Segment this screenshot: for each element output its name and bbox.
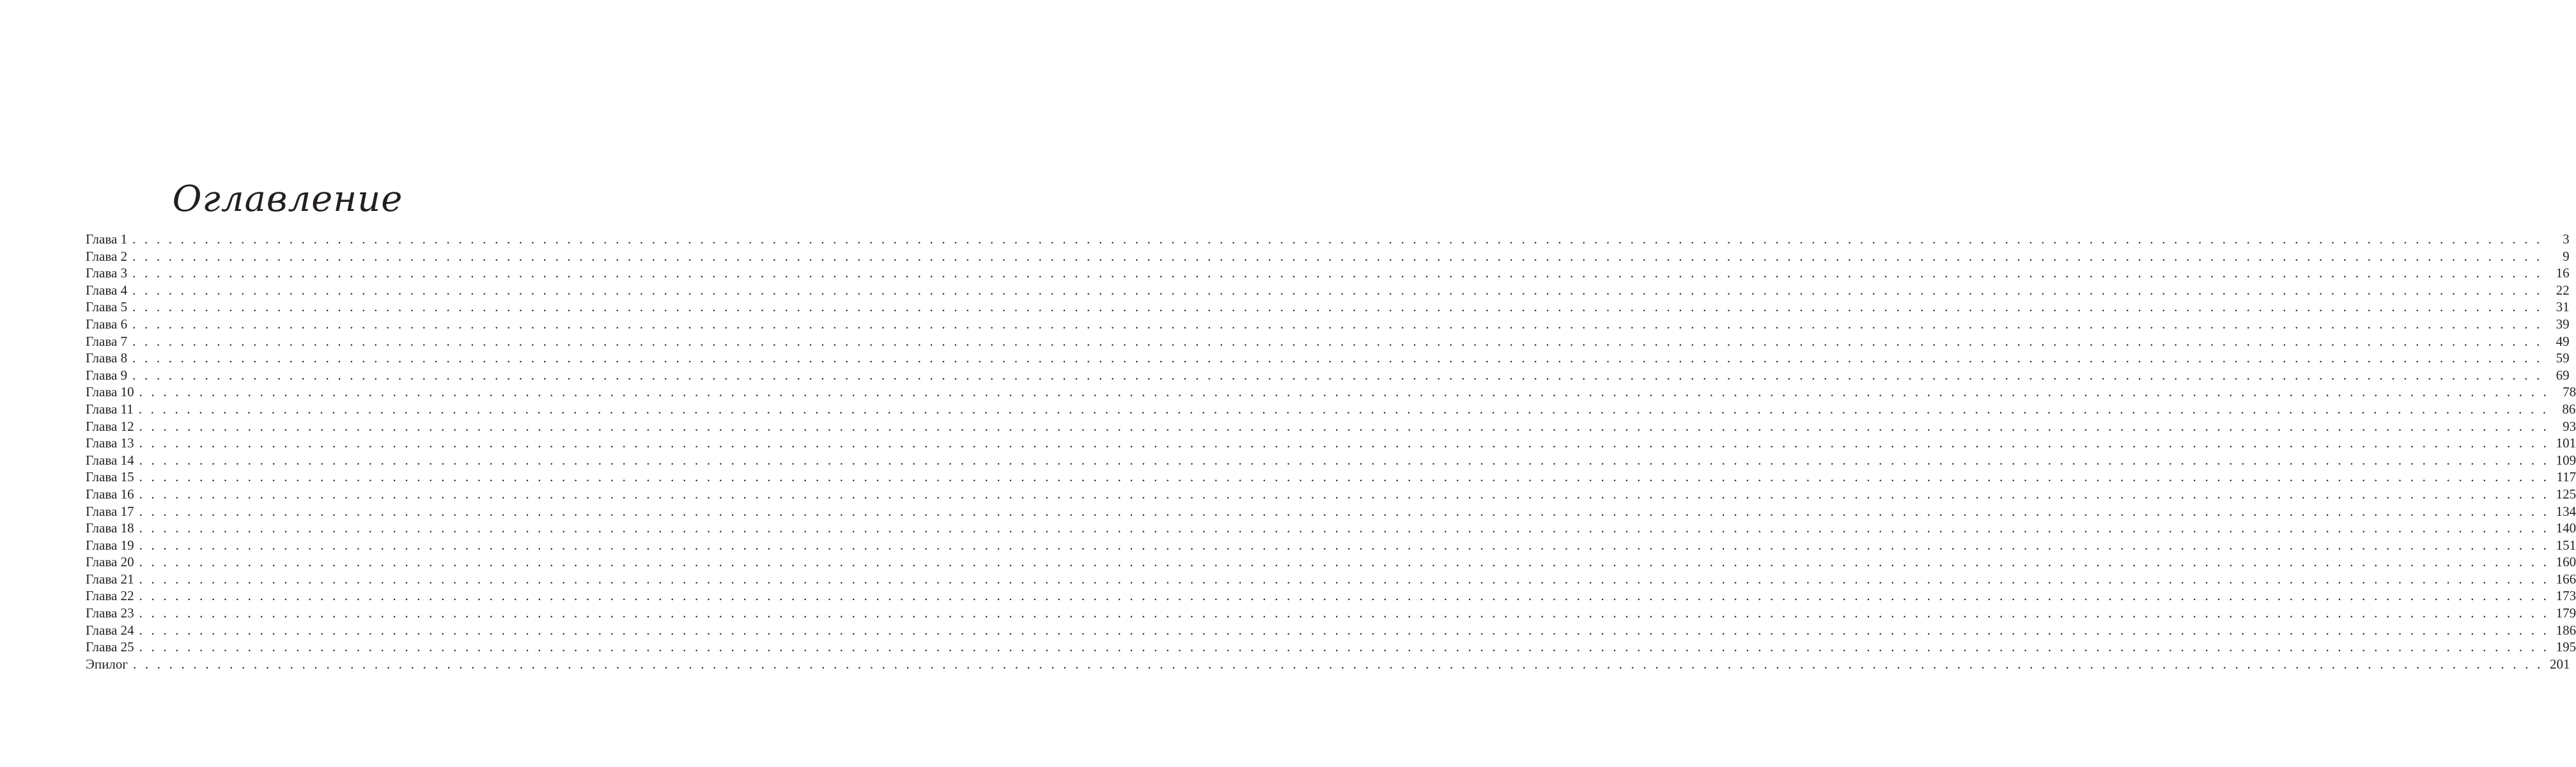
dot-leader: . . . . . . . . . . . . . . . . . . . . . . . . . . . . . . . . . . . . . . . . . . . . . . . . . . . . . . . . . . . . . . . . . . . . . . . . . . . . . . . . . . . . . . . . . . . . . . . . . . . . . . . . . . . . . . . . . . . . . . . . . . . . . . . . . . . . . . . . . . . . . . . . . . . . . . . . . . . . . . . . . . . . . . . . . . . . . . . . . . . . . . . . . . . . . . . . . . . . . . . .	[139, 639, 2550, 655]
toc-entry-label: Глава 4	[86, 282, 128, 298]
toc-entry-label: Глава 11	[86, 401, 134, 417]
toc-entry-label: Глава 19	[86, 537, 134, 553]
toc-entry-page-number: 195	[2556, 639, 2576, 655]
toc-entry	[86, 587, 2576, 605]
toc-entry	[86, 418, 2576, 435]
toc-entry	[86, 605, 2576, 622]
toc-entry	[86, 554, 2576, 571]
toc-entry	[86, 298, 2570, 316]
toc-entry-page-number: 39	[2556, 316, 2570, 332]
dot-leader: . . . . . . . . . . . . . . . . . . . . . . . . . . . . . . . . . . . . . . . . . . . . . . . . . . . . . . . . . . . . . . . . . . . . . . . . . . . . . . . . . . . . . . . . . . . . . . . . . . . . . . . . . . . . . . . . . . . . . . . . . . . . . . . . . . . . . . . . . . . . . . . . . . . . . . . . . . . . . . . . . . . . . . . . . . . . . . . . . . . . . . . . . . . . . . . . . . . . . . . .	[139, 520, 2550, 536]
toc-entry-label: Глава 2	[86, 248, 128, 264]
dot-leader: . . . . . . . . . . . . . . . . . . . . . . . . . . . . . . . . . . . . . . . . . . . . . . . . . . . . . . . . . . . . . . . . . . . . . . . . . . . . . . . . . . . . . . . . . . . . . . . . . . . . . . . . . . . . . . . . . . . . . . . . . . . . . . . . . . . . . . . . . . . . . . . . . . . . . . . . . . . . . . . . . . . . . . . . . . . . . . . . . . . . . . . . . . . . . . . . . . . . . . . .	[132, 367, 2543, 383]
toc-entry-page-number: 31	[2556, 299, 2570, 315]
toc-entry-page-number: 186	[2556, 622, 2576, 638]
dot-leader: . . . . . . . . . . . . . . . . . . . . . . . . . . . . . . . . . . . . . . . . . . . . . . . . . . . . . . . . . . . . . . . . . . . . . . . . . . . . . . . . . . . . . . . . . . . . . . . . . . . . . . . . . . . . . . . . . . . . . . . . . . . . . . . . . . . . . . . . . . . . . . . . . . . . . . . . . . . . . . . . . . . . . . . . . . . . . . . . . . . . . . . . . . . . . . . . . . . . . . . .	[132, 299, 2543, 315]
dot-leader: . . . . . . . . . . . . . . . . . . . . . . . . . . . . . . . . . . . . . . . . . . . . . . . . . . . . . . . . . . . . . . . . . . . . . . . . . . . . . . . . . . . . . . . . . . . . . . . . . . . . . . . . . . . . . . . . . . . . . . . . . . . . . . . . . . . . . . . . . . . . . . . . . . . . . . . . . . . . . . . . . . . . . . . . . . . . . . . . . . . . . . . . . . . . . . . . . . . . . . . .	[139, 622, 2550, 638]
dot-leader: . . . . . . . . . . . . . . . . . . . . . . . . . . . . . . . . . . . . . . . . . . . . . . . . . . . . . . . . . . . . . . . . . . . . . . . . . . . . . . . . . . . . . . . . . . . . . . . . . . . . . . . . . . . . . . . . . . . . . . . . . . . . . . . . . . . . . . . . . . . . . . . . . . . . . . . . . . . . . . . . . . . . . . . . . . . . . . . . . . . . . . . . . . . . . . . . . . . . . . . .	[132, 231, 2543, 247]
toc-entry-page-number: 16	[2556, 265, 2570, 281]
toc-entry-page-number: 69	[2556, 367, 2570, 383]
toc-entry-label: Глава 13	[86, 435, 134, 451]
toc-entry-page-number: 140	[2556, 520, 2576, 536]
toc-entry-page-number: 101	[2556, 435, 2576, 451]
dot-leader: . . . . . . . . . . . . . . . . . . . . . . . . . . . . . . . . . . . . . . . . . . . . . . . . . . . . . . . . . . . . . . . . . . . . . . . . . . . . . . . . . . . . . . . . . . . . . . . . . . . . . . . . . . . . . . . . . . . . . . . . . . . . . . . . . . . . . . . . . . . . . . . . . . . . . . . . . . . . . . . . . . . . . . . . . . . . . . . . . . . . . . . . . . . . . . . . . . . . . . . .	[139, 503, 2550, 519]
dot-leader: . . . . . . . . . . . . . . . . . . . . . . . . . . . . . . . . . . . . . . . . . . . . . . . . . . . . . . . . . . . . . . . . . . . . . . . . . . . . . . . . . . . . . . . . . . . . . . . . . . . . . . . . . . . . . . . . . . . . . . . . . . . . . . . . . . . . . . . . . . . . . . . . . . . . . . . . . . . . . . . . . . . . . . . . . . . . . . . . . . . . . . . . . . . . . . . . . . . . . . . .	[132, 248, 2543, 264]
toc-entry-label: Глава 20	[86, 554, 134, 570]
dot-leader: . . . . . . . . . . . . . . . . . . . . . . . . . . . . . . . . . . . . . . . . . . . . . . . . . . . . . . . . . . . . . . . . . . . . . . . . . . . . . . . . . . . . . . . . . . . . . . . . . . . . . . . . . . . . . . . . . . . . . . . . . . . . . . . . . . . . . . . . . . . . . . . . . . . . . . . . . . . . . . . . . . . . . . . . . . . . . . . . . . . . . . . . . . . . . . . . . . . . . . . .	[139, 452, 2550, 468]
toc-entry	[86, 520, 2576, 537]
toc-entry	[86, 571, 2576, 588]
toc-entry-label: Глава 25	[86, 639, 134, 655]
dot-leader: . . . . . . . . . . . . . . . . . . . . . . . . . . . . . . . . . . . . . . . . . . . . . . . . . . . . . . . . . . . . . . . . . . . . . . . . . . . . . . . . . . . . . . . . . . . . . . . . . . . . . . . . . . . . . . . . . . . . . . . . . . . . . . . . . . . . . . . . . . . . . . . . . . . . . . . . . . . . . . . . . . . . . . . . . . . . . . . . . . . . . . . . . . . . . . . . . . . . . . . .	[132, 350, 2543, 366]
toc-entry-page-number: 109	[2556, 452, 2576, 468]
toc-entry	[86, 435, 2576, 452]
toc-entry-label: Глава 22	[86, 588, 134, 604]
toc-entry-page-number: 179	[2556, 605, 2576, 621]
toc-entry	[86, 265, 2570, 282]
toc-entry-label: Глава 14	[86, 452, 134, 468]
toc-entry	[86, 367, 2570, 384]
dot-leader: . . . . . . . . . . . . . . . . . . . . . . . . . . . . . . . . . . . . . . . . . . . . . . . . . . . . . . . . . . . . . . . . . . . . . . . . . . . . . . . . . . . . . . . . . . . . . . . . . . . . . . . . . . . . . . . . . . . . . . . . . . . . . . . . . . . . . . . . . . . . . . . . . . . . . . . . . . . . . . . . . . . . . . . . . . . . . . . . . . . . . . . . . . . . . . . . . . . . . . . .	[132, 265, 2543, 281]
toc-entry-page-number: 134	[2556, 503, 2576, 519]
toc-entry	[86, 537, 2576, 554]
toc-entry	[86, 231, 2570, 248]
toc-entry-label: Глава 10	[86, 384, 134, 400]
toc-entry-label: Глава 18	[86, 520, 134, 536]
toc-entry-page-number: 93	[2563, 418, 2576, 434]
toc-entry-page-number: 160	[2556, 554, 2576, 570]
toc-entry	[86, 384, 2576, 401]
toc-entry	[86, 639, 2576, 656]
toc-entry-label: Глава 1	[86, 231, 128, 247]
page-title: Оглавление	[172, 178, 403, 220]
dot-leader: . . . . . . . . . . . . . . . . . . . . . . . . . . . . . . . . . . . . . . . . . . . . . . . . . . . . . . . . . . . . . . . . . . . . . . . . . . . . . . . . . . . . . . . . . . . . . . . . . . . . . . . . . . . . . . . . . . . . . . . . . . . . . . . . . . . . . . . . . . . . . . . . . . . . . . . . . . . . . . . . . . . . . . . . . . . . . . . . . . . . . . . . . . . . . . . . . . . . . . . .	[139, 469, 2550, 485]
dot-leader: . . . . . . . . . . . . . . . . . . . . . . . . . . . . . . . . . . . . . . . . . . . . . . . . . . . . . . . . . . . . . . . . . . . . . . . . . . . . . . . . . . . . . . . . . . . . . . . . . . . . . . . . . . . . . . . . . . . . . . . . . . . . . . . . . . . . . . . . . . . . . . . . . . . . . . . . . . . . . . . . . . . . . . . . . . . . . . . . . . . . . . . . . . . . . . . . . . . . . . . .	[132, 316, 2543, 332]
table-of-contents	[86, 231, 2576, 672]
toc-entry-page-number: 22	[2556, 282, 2570, 298]
toc-entry-page-number: 59	[2556, 350, 2570, 366]
toc-entry-label: Глава 12	[86, 418, 134, 434]
toc-entry-label: Эпилог	[86, 656, 128, 672]
dot-leader: . . . . . . . . . . . . . . . . . . . . . . . . . . . . . . . . . . . . . . . . . . . . . . . . . . . . . . . . . . . . . . . . . . . . . . . . . . . . . . . . . . . . . . . . . . . . . . . . . . . . . . . . . . . . . . . . . . . . . . . . . . . . . . . . . . . . . . . . . . . . . . . . . . . . . . . . . . . . . . . . . . . . . . . . . . . . . . . . . . . . . . . . . . . . . . . . . . . . . . . .	[132, 282, 2543, 298]
dot-leader: . . . . . . . . . . . . . . . . . . . . . . . . . . . . . . . . . . . . . . . . . . . . . . . . . . . . . . . . . . . . . . . . . . . . . . . . . . . . . . . . . . . . . . . . . . . . . . . . . . . . . . . . . . . . . . . . . . . . . . . . . . . . . . . . . . . . . . . . . . . . . . . . . . . . . . . . . . . . . . . . . . . . . . . . . . . . . . . . . . . . . . . . . . . . . . . . . . . . . . . .	[139, 384, 2550, 400]
toc-entry	[86, 350, 2570, 367]
toc-entry-label: Глава 9	[86, 367, 128, 383]
toc-entry-page-number: 9	[2563, 248, 2570, 264]
toc-entry-page-number: 201	[2550, 656, 2570, 672]
toc-entry-label: Глава 5	[86, 299, 128, 315]
toc-entry	[86, 316, 2570, 333]
dot-leader: . . . . . . . . . . . . . . . . . . . . . . . . . . . . . . . . . . . . . . . . . . . . . . . . . . . . . . . . . . . . . . . . . . . . . . . . . . . . . . . . . . . . . . . . . . . . . . . . . . . . . . . . . . . . . . . . . . . . . . . . . . . . . . . . . . . . . . . . . . . . . . . . . . . . . . . . . . . . . . . . . . . . . . . . . . . . . . . . . . . . . . . . . . . . . . . . . . . . . . . .	[132, 333, 2543, 349]
toc-entry-label: Глава 16	[86, 486, 134, 502]
dot-leader: . . . . . . . . . . . . . . . . . . . . . . . . . . . . . . . . . . . . . . . . . . . . . . . . . . . . . . . . . . . . . . . . . . . . . . . . . . . . . . . . . . . . . . . . . . . . . . . . . . . . . . . . . . . . . . . . . . . . . . . . . . . . . . . . . . . . . . . . . . . . . . . . . . . . . . . . . . . . . . . . . . . . . . . . . . . . . . . . . . . . . . . . . . . . . . . . . . . . . . . .	[139, 435, 2550, 451]
toc-entry-label: Глава 24	[86, 622, 134, 638]
dot-leader: . . . . . . . . . . . . . . . . . . . . . . . . . . . . . . . . . . . . . . . . . . . . . . . . . . . . . . . . . . . . . . . . . . . . . . . . . . . . . . . . . . . . . . . . . . . . . . . . . . . . . . . . . . . . . . . . . . . . . . . . . . . . . . . . . . . . . . . . . . . . . . . . . . . . . . . . . . . . . . . . . . . . . . . . . . . . . . . . . . . . . . . . . . . . . . . . . . . . . . . .	[139, 588, 2550, 604]
dot-leader: . . . . . . . . . . . . . . . . . . . . . . . . . . . . . . . . . . . . . . . . . . . . . . . . . . . . . . . . . . . . . . . . . . . . . . . . . . . . . . . . . . . . . . . . . . . . . . . . . . . . . . . . . . . . . . . . . . . . . . . . . . . . . . . . . . . . . . . . . . . . . . . . . . . . . . . . . . . . . . . . . . . . . . . . . . . . . . . . . . . . . . . . . . . . . . . . . . . . . . . .	[139, 605, 2550, 621]
toc-entry	[86, 333, 2570, 350]
toc-entry-label: Глава 17	[86, 503, 134, 519]
toc-entry	[86, 452, 2576, 469]
dot-leader: . . . . . . . . . . . . . . . . . . . . . . . . . . . . . . . . . . . . . . . . . . . . . . . . . . . . . . . . . . . . . . . . . . . . . . . . . . . . . . . . . . . . . . . . . . . . . . . . . . . . . . . . . . . . . . . . . . . . . . . . . . . . . . . . . . . . . . . . . . . . . . . . . . . . . . . . . . . . . . . . . . . . . . . . . . . . . . . . . . . . . . . . . . . . . . . . . . . . . . . .	[132, 656, 2543, 672]
toc-entry	[86, 486, 2576, 503]
toc-entry-page-number: 173	[2556, 588, 2576, 604]
toc-entry-page-number: 78	[2563, 384, 2576, 400]
toc-entry	[86, 282, 2570, 299]
toc-entry	[86, 248, 2570, 265]
dot-leader: . . . . . . . . . . . . . . . . . . . . . . . . . . . . . . . . . . . . . . . . . . . . . . . . . . . . . . . . . . . . . . . . . . . . . . . . . . . . . . . . . . . . . . . . . . . . . . . . . . . . . . . . . . . . . . . . . . . . . . . . . . . . . . . . . . . . . . . . . . . . . . . . . . . . . . . . . . . . . . . . . . . . . . . . . . . . . . . . . . . . . . . . . . . . . . . . . . . . . . . .	[139, 418, 2550, 434]
toc-entry	[86, 469, 2576, 486]
dot-leader: . . . . . . . . . . . . . . . . . . . . . . . . . . . . . . . . . . . . . . . . . . . . . . . . . . . . . . . . . . . . . . . . . . . . . . . . . . . . . . . . . . . . . . . . . . . . . . . . . . . . . . . . . . . . . . . . . . . . . . . . . . . . . . . . . . . . . . . . . . . . . . . . . . . . . . . . . . . . . . . . . . . . . . . . . . . . . . . . . . . . . . . . . . . . . . . . . . . . . . . .	[139, 571, 2550, 587]
dot-leader: . . . . . . . . . . . . . . . . . . . . . . . . . . . . . . . . . . . . . . . . . . . . . . . . . . . . . . . . . . . . . . . . . . . . . . . . . . . . . . . . . . . . . . . . . . . . . . . . . . . . . . . . . . . . . . . . . . . . . . . . . . . . . . . . . . . . . . . . . . . . . . . . . . . . . . . . . . . . . . . . . . . . . . . . . . . . . . . . . . . . . . . . . . . . . . . . . . . . . . . .	[139, 537, 2550, 553]
toc-entry-page-number: 86	[2562, 401, 2576, 417]
dot-leader: . . . . . . . . . . . . . . . . . . . . . . . . . . . . . . . . . . . . . . . . . . . . . . . . . . . . . . . . . . . . . . . . . . . . . . . . . . . . . . . . . . . . . . . . . . . . . . . . . . . . . . . . . . . . . . . . . . . . . . . . . . . . . . . . . . . . . . . . . . . . . . . . . . . . . . . . . . . . . . . . . . . . . . . . . . . . . . . . . . . . . . . . . . . . . . . . . . . . . . . .	[139, 486, 2550, 502]
toc-entry	[86, 401, 2576, 418]
dot-leader: . . . . . . . . . . . . . . . . . . . . . . . . . . . . . . . . . . . . . . . . . . . . . . . . . . . . . . . . . . . . . . . . . . . . . . . . . . . . . . . . . . . . . . . . . . . . . . . . . . . . . . . . . . . . . . . . . . . . . . . . . . . . . . . . . . . . . . . . . . . . . . . . . . . . . . . . . . . . . . . . . . . . . . . . . . . . . . . . . . . . . . . . . . . . . . . . . . . . . . . .	[139, 554, 2550, 570]
toc-entry-label: Глава 15	[86, 469, 134, 485]
toc-entry-label: Глава 21	[86, 571, 134, 587]
toc-entry	[86, 503, 2576, 520]
toc-entry-label: Глава 6	[86, 316, 128, 332]
toc-entry-page-number: 125	[2556, 486, 2576, 502]
toc-entry-page-number: 3	[2563, 231, 2570, 247]
toc-entry-page-number: 49	[2556, 333, 2570, 349]
toc-entry-label: Глава 3	[86, 265, 128, 281]
toc-entry-page-number: 151	[2556, 537, 2576, 553]
toc-entry-label: Глава 23	[86, 605, 134, 621]
toc-entry-label: Глава 7	[86, 333, 128, 349]
toc-entry	[86, 656, 2570, 673]
toc-entry-label: Глава 8	[86, 350, 128, 366]
toc-entry-page-number: 166	[2556, 571, 2576, 587]
toc-entry-page-number: 117	[2556, 469, 2576, 485]
dot-leader: . . . . . . . . . . . . . . . . . . . . . . . . . . . . . . . . . . . . . . . . . . . . . . . . . . . . . . . . . . . . . . . . . . . . . . . . . . . . . . . . . . . . . . . . . . . . . . . . . . . . . . . . . . . . . . . . . . . . . . . . . . . . . . . . . . . . . . . . . . . . . . . . . . . . . . . . . . . . . . . . . . . . . . . . . . . . . . . . . . . . . . . . . . . . . . . . . . . . . . . .	[138, 401, 2549, 417]
toc-entry	[86, 622, 2576, 639]
